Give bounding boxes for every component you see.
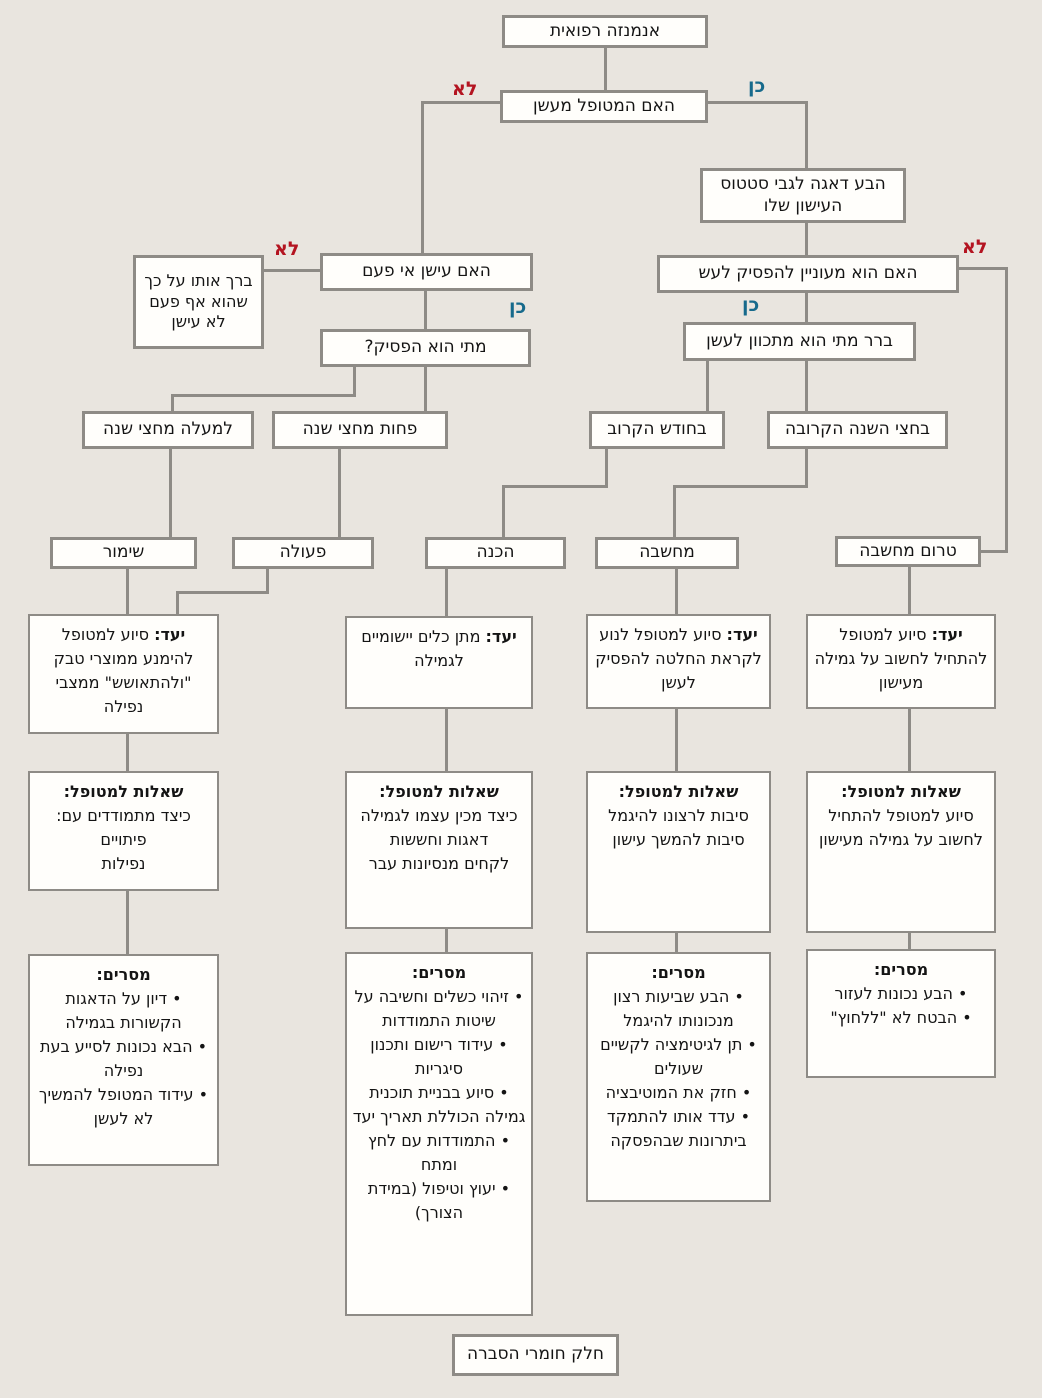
- connector: [421, 101, 424, 255]
- questions-list: [593, 804, 764, 852]
- list-item: סיבות לרצונו להיגמל: [608, 806, 749, 825]
- connector: [675, 568, 678, 615]
- node-anamnesis: אנמנזה רפואית: [502, 15, 708, 48]
- questions-header: שאלות למטופל:: [63, 782, 184, 801]
- stage-preparation: הכנה: [425, 537, 566, 569]
- node-next-half-year: בחצי השנה הקרובה: [767, 411, 948, 449]
- connector: [176, 591, 179, 615]
- goal-text: מתן כלים יישומיים לגמילה: [361, 627, 481, 670]
- list-item: סיבות להמשך עישון: [612, 830, 745, 849]
- list-item: • עידוד המטופל להמשיך לא לעשן: [35, 1083, 212, 1131]
- messages-header: מסרים:: [411, 963, 467, 982]
- connector: [1005, 267, 1008, 553]
- questions-list: [813, 804, 989, 852]
- connector: [126, 890, 129, 955]
- questions-header: שאלות למטופל:: [841, 782, 961, 801]
- connector: [445, 928, 448, 953]
- goal-prefix: יעד:: [154, 625, 186, 644]
- node-ever-smoked: האם עישן אי פעם: [320, 253, 533, 291]
- connector: [604, 48, 607, 92]
- connector: [424, 291, 427, 330]
- list-item: • התמודדות עם לחץ ומתח: [352, 1129, 526, 1177]
- node-over-half-year: למעלה מחצי שנה: [82, 411, 254, 449]
- list-item: כיצד מתמודדים עם:: [56, 806, 191, 825]
- messages-list: [35, 987, 212, 1131]
- list-item: כיצד מכין עצמו לגמילה: [360, 806, 518, 825]
- connector: [957, 267, 1007, 270]
- list-item: דאגות וחששות: [389, 830, 489, 849]
- questions-box-precontemplation: [806, 771, 996, 933]
- questions-header: שאלות למטופל:: [618, 782, 739, 801]
- connector: [805, 101, 808, 168]
- node-is-smoker: האם המטופל מעשן: [500, 90, 708, 123]
- connector: [353, 366, 356, 397]
- edge-label-no: לא: [452, 78, 478, 100]
- messages-box-maintenance: [28, 954, 219, 1166]
- list-item: • זיהוי כשלים וחשיבה על שיטות התמודדות: [352, 985, 526, 1033]
- connector: [675, 932, 678, 953]
- node-under-half-year: פחות מחצי שנה: [272, 411, 448, 449]
- edge-label-yes: כן: [742, 294, 760, 316]
- goal-box-maintenance: [28, 614, 219, 734]
- connector: [338, 448, 341, 538]
- list-item: פיתויים: [100, 830, 147, 849]
- node-wants-to-quit: האם הוא מעוניין להפסיק לעש: [657, 255, 959, 293]
- list-item: • יעוץ וטיפול (במידת הצורך): [352, 1177, 526, 1225]
- connector: [605, 448, 608, 487]
- list-item: לקחים מנסיונות עבר: [368, 854, 510, 873]
- messages-list: [352, 985, 526, 1225]
- questions-list: [35, 804, 212, 876]
- messages-box-preparation: [345, 952, 533, 1316]
- connector: [171, 394, 356, 397]
- edge-label-yes: כן: [748, 75, 766, 97]
- node-congratulate: ברך אותו על כך שהוא אף פעם לא עישן: [133, 255, 264, 349]
- goal-box-precontemplation: [806, 614, 996, 709]
- connector: [908, 932, 911, 950]
- connector: [706, 360, 709, 412]
- connector: [502, 485, 608, 488]
- connector: [673, 485, 676, 538]
- connector: [502, 485, 505, 538]
- connector: [908, 566, 911, 615]
- connector: [263, 269, 321, 272]
- connector: [675, 708, 678, 772]
- connector: [805, 360, 808, 412]
- goal-prefix: יעד:: [931, 625, 963, 644]
- connector: [421, 101, 501, 104]
- node-when-quit: מתי הוא הפסיק?: [320, 329, 531, 367]
- list-item: • חזק את המוטיבציה: [593, 1081, 764, 1105]
- connector: [445, 708, 448, 772]
- connector: [171, 394, 174, 412]
- messages-header: מסרים:: [96, 965, 151, 984]
- connector: [805, 292, 808, 323]
- stage-maintenance: שימור: [50, 537, 197, 569]
- messages-list: [813, 982, 989, 1030]
- goal-text: סיוע למטופל לנוע לקראת החלטה להפסיק לעשן: [595, 625, 762, 692]
- list-item: • הבטח לא "ללחוץ": [813, 1006, 989, 1030]
- messages-header: מסרים:: [873, 960, 929, 979]
- list-item: • דיון על הדאגות הקשורות בגמילה: [35, 987, 212, 1035]
- connector: [126, 568, 129, 615]
- connector: [445, 568, 448, 617]
- node-clarify-when: ברר מתי הוא מתכוון לעשן: [683, 322, 916, 361]
- goal-prefix: יעד:: [726, 625, 758, 644]
- questions-box-contemplation: [586, 771, 771, 933]
- list-item: סיוע למטופל להתחיל לחשוב על גמילה מעישון: [819, 806, 983, 849]
- list-item: • הבע נכונות לעזור: [813, 982, 989, 1006]
- list-item: • עדד אותו להתמקד ביתרונות שבהפסקה: [593, 1105, 764, 1153]
- list-item: • הבא נכונות לסייע בעת נפילה: [35, 1035, 212, 1083]
- list-item: נפילות: [101, 854, 146, 873]
- node-next-month: בחודש הקרוב: [589, 411, 725, 449]
- messages-list: [593, 985, 764, 1153]
- questions-list: [352, 804, 526, 876]
- questions-box-preparation: [345, 771, 533, 929]
- goal-text: סיוע למטופל להימנע ממוצרי טבק "ולהתאושש" ממצבי נפילה: [53, 625, 194, 716]
- list-item: • סיוע בבניית תוכנית גמילה הכוללת תאריך יעד: [352, 1081, 526, 1129]
- edge-label-no: לא: [274, 238, 300, 260]
- connector: [805, 222, 808, 256]
- stage-contemplation: מחשבה: [595, 537, 739, 569]
- connector: [176, 591, 269, 594]
- goal-box-preparation: [345, 616, 533, 709]
- messages-header: מסרים:: [651, 963, 706, 982]
- edge-label-no: לא: [962, 236, 988, 258]
- edge-label-yes: כן: [509, 296, 527, 318]
- goal-text: סיוע למטופל להתחיל לחשוב על גמילה מעישון: [814, 625, 988, 692]
- goal-prefix: יעד:: [485, 627, 517, 646]
- connector: [908, 708, 911, 772]
- messages-box-contemplation: [586, 952, 771, 1202]
- list-item: • הבע שביעות רצון מנכונותו להיגמל: [593, 985, 764, 1033]
- connector: [169, 448, 172, 538]
- connector: [979, 550, 1008, 553]
- goal-box-contemplation: [586, 614, 771, 709]
- stage-action: פעולה: [232, 537, 374, 569]
- connector: [126, 733, 129, 772]
- connector: [673, 485, 808, 488]
- connector: [424, 366, 427, 412]
- questions-header: שאלות למטופל:: [379, 782, 499, 801]
- connector: [707, 101, 808, 104]
- list-item: • עידוד רישום ותכנון סיגריות: [352, 1033, 526, 1081]
- list-item: • תן לגיטימציה לקשיים שעולים: [593, 1033, 764, 1081]
- node-express-concern: הבע דאגה לגבי סטטוס העישון שלו: [700, 168, 906, 223]
- footer-distribute-materials: חלק חומרי הסברה: [452, 1334, 619, 1376]
- stage-precontemplation: טרום מחשבה: [835, 536, 981, 567]
- messages-box-precontemplation: [806, 949, 996, 1078]
- questions-box-maintenance: [28, 771, 219, 891]
- connector: [805, 448, 808, 487]
